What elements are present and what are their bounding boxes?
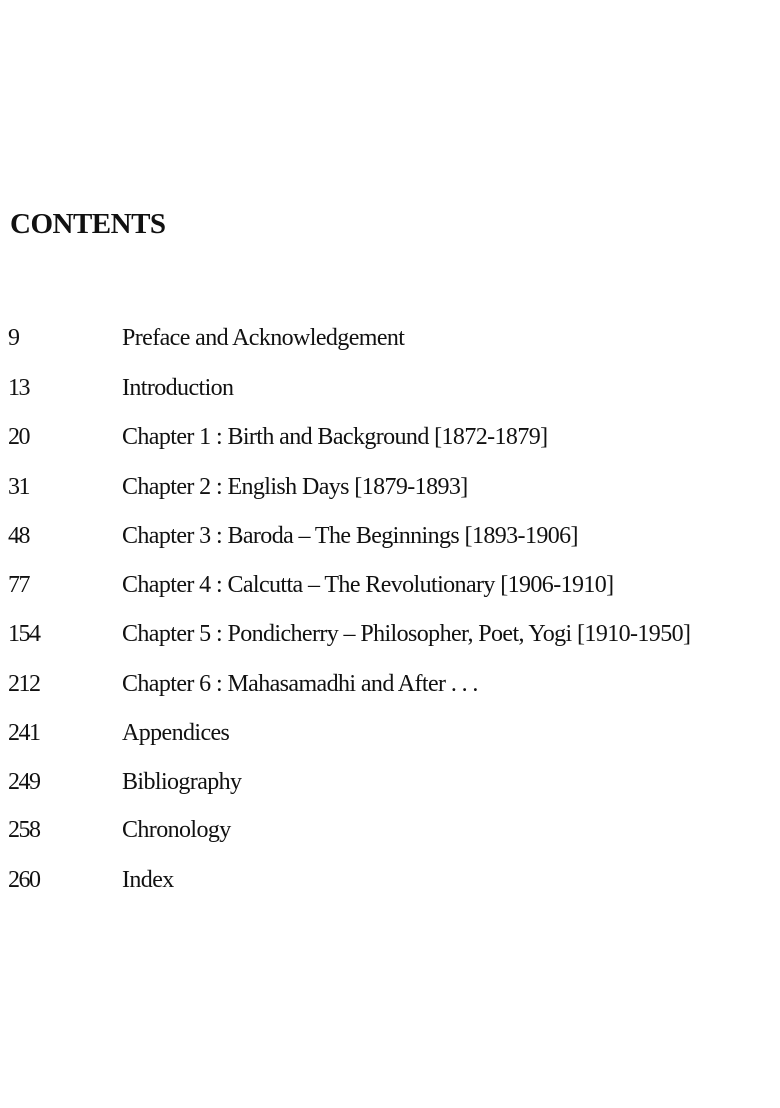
entry-title: Chapter 3 : Baroda – The Beginnings [1893-1906] — [122, 523, 578, 549]
entry-title: Chronology — [122, 817, 231, 843]
page-number: 31 — [8, 474, 29, 500]
entry-title: Introduction — [122, 375, 234, 401]
page-number: 20 — [8, 424, 29, 450]
page-number: 260 — [8, 867, 40, 893]
contents-entry — [0, 424, 780, 464]
entry-title: Chapter 1 : Birth and Background [1872-1879] — [122, 424, 548, 450]
contents-entry — [0, 817, 780, 857]
entry-title: Chapter 2 : English Days [1879-1893] — [122, 474, 468, 500]
page-number: 249 — [8, 769, 40, 795]
page-number: 258 — [8, 817, 40, 843]
contents-entry — [0, 671, 780, 711]
entry-title: Appendices — [122, 720, 230, 746]
page-number: 9 — [8, 325, 19, 351]
contents-entry — [0, 375, 780, 415]
contents-entry — [0, 621, 780, 661]
contents-entry — [0, 572, 780, 612]
entry-title: Bibliography — [122, 769, 242, 795]
entry-title: Index — [122, 867, 174, 893]
page-number: 154 — [8, 621, 40, 647]
page-title: CONTENTS — [10, 208, 166, 240]
contents-entry — [0, 769, 780, 809]
contents-entry — [0, 325, 780, 365]
entry-title: Chapter 6 : Mahasamadhi and After . . . — [122, 671, 478, 697]
entry-title: Preface and Acknowledgement — [122, 325, 405, 351]
page-number: 212 — [8, 671, 40, 697]
contents-entry — [0, 867, 780, 907]
entry-title: Chapter 5 : Pondicherry – Philosopher, Poet, Yogi [1910-1950] — [122, 621, 691, 647]
entry-title: Chapter 4 : Calcutta – The Revolutionary [1906-1910] — [122, 572, 614, 598]
page-number: 241 — [8, 720, 40, 746]
contents-entry — [0, 474, 780, 514]
page-number: 77 — [8, 572, 29, 598]
contents-entry — [0, 720, 780, 760]
page-number: 13 — [8, 375, 29, 401]
contents-entry — [0, 523, 780, 563]
page-number: 48 — [8, 523, 29, 549]
